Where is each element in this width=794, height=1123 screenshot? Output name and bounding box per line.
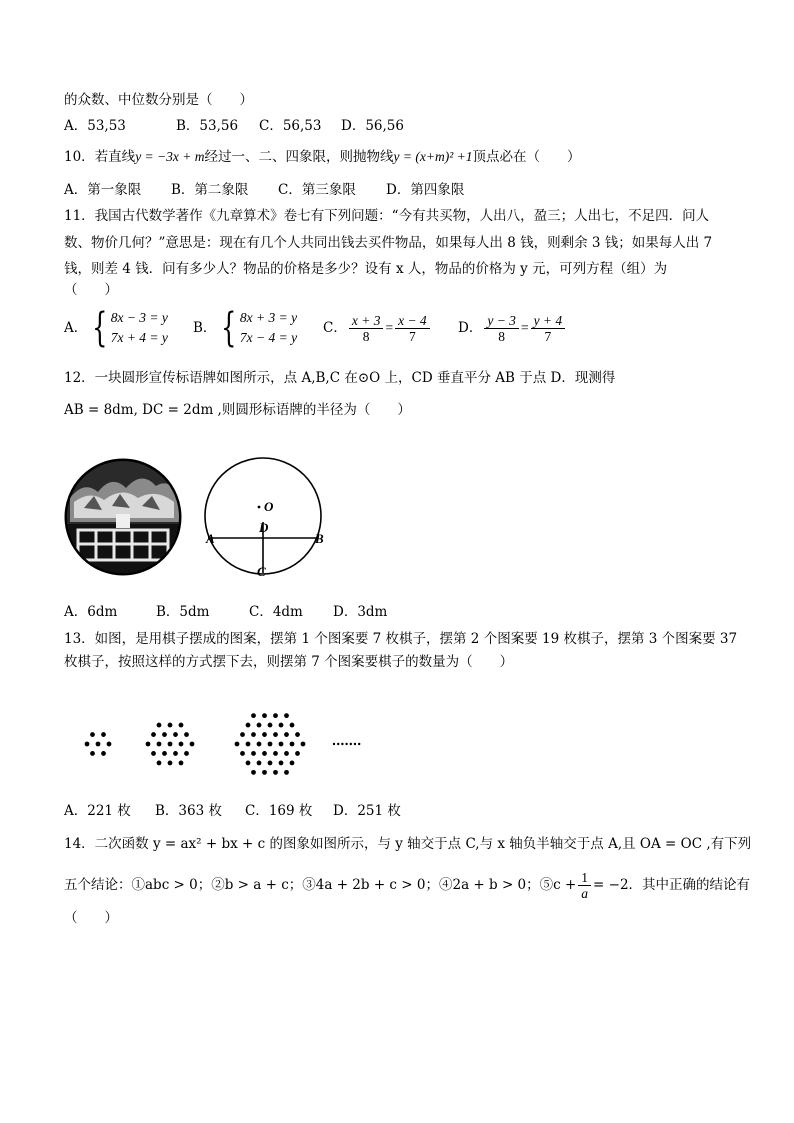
q11-line-1: 11．我国古代数学著作《九章算术》卷七有下列问题：“今有共买物，人出八，盈三；人出七，不足四．问人 bbox=[64, 208, 710, 224]
chess-piece bbox=[251, 751, 256, 756]
q14-line-1: 14．二次函数 y = ax² + bx + c 的图象如图所示，与 y 轴交于点 C,与 x 轴负半轴交于点 A,且 OA = OC ,有下列 bbox=[64, 836, 752, 852]
chess-piece bbox=[240, 732, 245, 737]
q14-line-2-pre: 五个结论：①abc > 0；②b > a + c；③4a + 2b + c > 0；④2a + b > 0；⑤c + bbox=[64, 877, 577, 893]
q11-option-c bbox=[323, 313, 432, 344]
chess-piece bbox=[157, 723, 162, 728]
q10-line-equation: y = −3x + m bbox=[135, 149, 205, 164]
chess-piece bbox=[85, 742, 90, 747]
chess-piece bbox=[151, 732, 156, 737]
chess-piece bbox=[268, 742, 273, 747]
chess-piece bbox=[290, 723, 295, 728]
q11-option-c-den2: 7 bbox=[409, 329, 416, 344]
chess-piece bbox=[262, 732, 267, 737]
q13-option-a: A．221 枚 bbox=[64, 803, 131, 819]
q11-option-b-label: B． bbox=[193, 320, 217, 336]
q14-line-3: （ ） bbox=[64, 910, 118, 926]
chess-piece bbox=[146, 742, 151, 747]
chess-piece bbox=[101, 751, 106, 756]
q9-option-a: A．53,53 bbox=[64, 118, 126, 134]
q10-option-d: D．第四象限 bbox=[386, 182, 465, 198]
q12-line-1: 12．一块圆形宣传标语牌如图所示，点 A,B,C 在⊙O 上，CD 垂直平分 AB 于点 D．现测得 bbox=[64, 370, 616, 386]
q11-option-a-label: A． bbox=[64, 320, 88, 336]
q14-line-2 bbox=[64, 870, 750, 901]
chess-piece bbox=[268, 761, 273, 766]
q12-option-a: A．6dm bbox=[64, 604, 118, 620]
chess-piece bbox=[262, 751, 267, 756]
pattern-2 bbox=[146, 723, 195, 766]
chess-piece bbox=[90, 732, 95, 737]
ellipsis-dot bbox=[354, 743, 356, 745]
q10-post: 顶点必在（ ） bbox=[472, 149, 581, 165]
chess-piece bbox=[190, 742, 195, 747]
chess-piece bbox=[179, 761, 184, 766]
pattern-3 bbox=[235, 713, 306, 775]
chess-piece bbox=[257, 723, 262, 728]
chess-piece bbox=[290, 742, 295, 747]
q11-option-d-den1: 8 bbox=[498, 329, 505, 344]
chess-piece bbox=[96, 742, 101, 747]
chess-piece bbox=[173, 732, 178, 737]
label-d: D bbox=[259, 520, 269, 535]
chess-piece bbox=[268, 723, 273, 728]
chess-piece bbox=[279, 723, 284, 728]
q11-line-3: 钱，则差 4 钱．问有多少人？物品的价格是多少？设有 x 人，物品的价格为 y 元，可列方程（组）为 bbox=[64, 261, 668, 277]
chess-piece bbox=[273, 770, 278, 775]
chess-piece bbox=[284, 751, 289, 756]
q13-option-c: C．169 枚 bbox=[245, 803, 313, 819]
chess-piece bbox=[301, 742, 306, 747]
chess-piece bbox=[273, 713, 278, 718]
chess-piece bbox=[151, 751, 156, 756]
label-o: O bbox=[264, 499, 274, 514]
chess-piece bbox=[184, 751, 189, 756]
q10-option-a: A．第一象限 bbox=[64, 182, 142, 198]
chess-piece bbox=[157, 742, 162, 747]
label-c: C bbox=[257, 564, 266, 579]
q11-option-a: A． { 8x − 3 = y 7x + 4 = y bbox=[64, 305, 168, 351]
chess-piece bbox=[168, 742, 173, 747]
chess-piece bbox=[179, 742, 184, 747]
chess-piece bbox=[295, 751, 300, 756]
q12-sign-photo bbox=[64, 458, 182, 576]
chess-piece bbox=[273, 732, 278, 737]
q13-line-1: 13．如图，是用棋子摆成的图案，摆第 1 个图案要 7 枚棋子，摆第 2 个图案要 19 枚棋子，摆第 3 个图案要 37 bbox=[64, 631, 738, 647]
q11-option-d-num2: y + 4 bbox=[531, 313, 566, 329]
label-b: B bbox=[315, 531, 324, 546]
chess-piece bbox=[168, 761, 173, 766]
chess-piece bbox=[162, 732, 167, 737]
q12-option-c: C．4dm bbox=[249, 604, 303, 620]
q10-option-b: B．第二象限 bbox=[171, 182, 249, 198]
center-point bbox=[258, 506, 261, 509]
q10-mid: 经过一、二、四象限，则抛物线 bbox=[204, 149, 394, 165]
q9-option-d: D．56,56 bbox=[341, 118, 404, 134]
ellipsis-dot bbox=[337, 743, 339, 745]
q14-line-2-post: = −2．其中正确的结论有 bbox=[593, 877, 751, 893]
q9-option-b: B．53,56 bbox=[176, 118, 239, 134]
q11-option-b-eq2: 7x − 4 = y bbox=[239, 330, 298, 345]
q12-line-2: AB = 8dm, DC = 2dm ,则圆形标语牌的半径为（ ） bbox=[64, 402, 411, 418]
chess-piece bbox=[90, 751, 95, 756]
chess-piece bbox=[235, 742, 240, 747]
chess-piece bbox=[262, 713, 267, 718]
chess-piece bbox=[107, 742, 112, 747]
q11-option-d-den2: 7 bbox=[544, 329, 552, 344]
chess-piece bbox=[257, 742, 262, 747]
chess-piece bbox=[295, 732, 300, 737]
q13-line-2: 枚棋子，按照这样的方式摆下去，则摆第 7 个图案要棋子的数量为（ ） bbox=[64, 654, 514, 670]
q11-option-a-eq1: 8x − 3 = y bbox=[110, 310, 168, 325]
q10-pre: 若直线 bbox=[94, 149, 136, 165]
chess-piece bbox=[284, 732, 289, 737]
q10-number: 10． bbox=[64, 149, 95, 165]
q11-option-d-equals: = bbox=[520, 320, 529, 335]
chess-piece bbox=[279, 761, 284, 766]
q13-option-b: B．363 枚 bbox=[155, 803, 222, 819]
label-a: A bbox=[206, 531, 215, 546]
ellipsis-dot bbox=[333, 743, 335, 745]
chess-piece bbox=[251, 713, 256, 718]
chess-piece bbox=[240, 751, 245, 756]
pattern-1 bbox=[85, 732, 112, 756]
chess-piece bbox=[262, 770, 267, 775]
q14-frac-den: a bbox=[581, 886, 589, 901]
q11-line-4: （ ） bbox=[64, 282, 118, 298]
q11-option-c-label: C． bbox=[323, 320, 347, 336]
chess-piece bbox=[251, 732, 256, 737]
q11-option-b: B． { 8x + 3 = y 7x − 4 = y bbox=[193, 305, 298, 351]
q10-option-c: C．第三象限 bbox=[278, 182, 356, 198]
q11-line-2: 数、物价几何？”意思是：现在有几个人共同出钱去买件物品，如果每人出 8 钱，则剩余 3 钱；如果每人出 7 bbox=[64, 235, 713, 251]
chess-piece bbox=[246, 761, 251, 766]
q11-option-b-eq1: 8x + 3 = y bbox=[239, 310, 298, 325]
chess-piece bbox=[290, 761, 295, 766]
chess-piece bbox=[162, 751, 167, 756]
q9-stem: 的众数、中位数分别是（ ） bbox=[64, 92, 253, 108]
q11-option-d-label: D． bbox=[458, 320, 483, 336]
q13-option-d: D．251 枚 bbox=[333, 803, 401, 819]
q9-option-c: C．56,53 bbox=[259, 118, 322, 134]
chess-piece bbox=[157, 761, 162, 766]
chess-piece bbox=[279, 742, 284, 747]
chess-piece bbox=[257, 761, 262, 766]
chess-piece bbox=[246, 742, 251, 747]
q12-option-b: B．5dm bbox=[156, 604, 210, 620]
q11-option-c-num1: x + 3 bbox=[349, 313, 384, 329]
q11-option-c-den1: 8 bbox=[362, 329, 370, 344]
q11-option-c-equals: = bbox=[385, 320, 394, 335]
chess-piece bbox=[251, 770, 256, 775]
q11-option-d bbox=[458, 313, 567, 344]
q14-frac-num: 1 bbox=[578, 870, 591, 886]
chess-piece bbox=[273, 751, 278, 756]
ellipsis-dot bbox=[358, 743, 360, 745]
q10-parabola-equation: y = (x+m)² +1 bbox=[393, 149, 473, 164]
q11-option-a-eq2: 7x + 4 = y bbox=[110, 330, 168, 345]
chess-piece bbox=[168, 723, 173, 728]
q10-stem bbox=[64, 147, 581, 167]
chess-piece bbox=[284, 770, 289, 775]
ellipsis-dot bbox=[345, 743, 347, 745]
q12-option-d: D．3dm bbox=[333, 604, 388, 620]
chess-piece bbox=[184, 732, 189, 737]
ellipsis-dot bbox=[350, 743, 352, 745]
q11-option-c-num2: x − 4 bbox=[395, 313, 430, 329]
chess-piece bbox=[173, 751, 178, 756]
chess-piece bbox=[101, 732, 106, 737]
chess-piece bbox=[284, 713, 289, 718]
chess-piece bbox=[179, 723, 184, 728]
ellipsis-dot bbox=[341, 743, 343, 745]
q11-option-d-num1: y − 3 bbox=[484, 313, 519, 329]
chess-piece bbox=[246, 723, 251, 728]
q13-pattern-figure bbox=[64, 696, 364, 792]
